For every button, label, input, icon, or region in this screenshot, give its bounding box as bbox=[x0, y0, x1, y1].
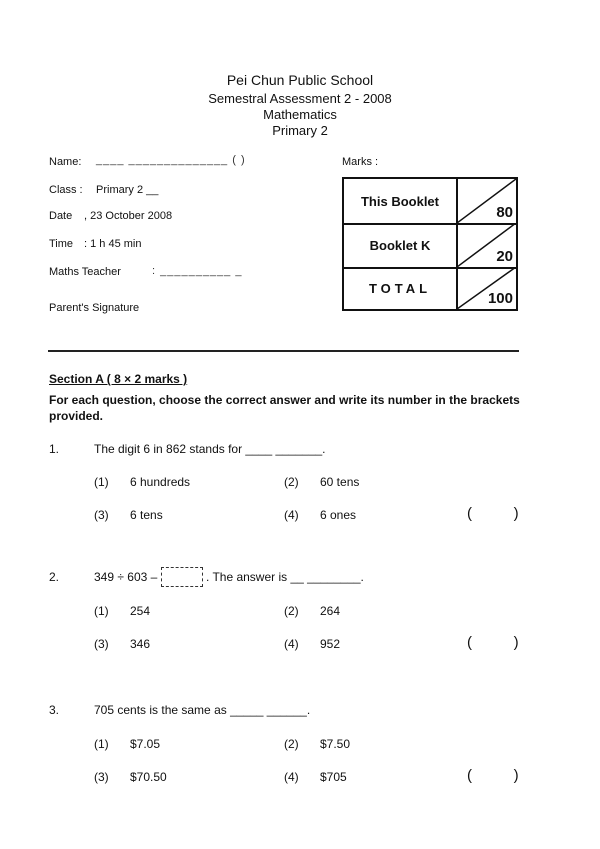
option-number: (2) bbox=[284, 475, 299, 489]
option-number: (4) bbox=[284, 770, 299, 784]
marks-value: 100 bbox=[487, 290, 513, 307]
option-number: (4) bbox=[284, 508, 299, 522]
option-number: (3) bbox=[94, 637, 109, 651]
option-text: 6 ones bbox=[320, 508, 357, 522]
answer-brackets[interactable]: ( ) bbox=[467, 767, 519, 784]
teacher-label: Maths Teacher bbox=[49, 266, 121, 278]
marks-cell bbox=[457, 223, 516, 267]
date-value: , 23 October 2008 bbox=[84, 210, 173, 222]
section-title: Section A ( 8 × 2 marks ) bbox=[49, 372, 188, 386]
date-label: Date bbox=[49, 210, 73, 222]
option-number: (1) bbox=[94, 475, 109, 489]
time-value: : 1 h 45 min bbox=[84, 238, 142, 250]
class-label: Class : bbox=[49, 184, 83, 196]
question-number: 3. bbox=[49, 703, 60, 717]
question-number: 1. bbox=[49, 442, 60, 456]
option-text: 952 bbox=[320, 637, 341, 651]
marks-row-total bbox=[344, 267, 516, 309]
marks-value: 20 bbox=[496, 248, 513, 265]
answer-box bbox=[161, 567, 203, 587]
option-number: (2) bbox=[284, 737, 299, 751]
marks-row-booklet-k bbox=[344, 223, 516, 269]
answer-brackets[interactable]: ( ) bbox=[467, 505, 519, 522]
option-text: 346 bbox=[130, 637, 151, 651]
option-number: (1) bbox=[94, 737, 109, 751]
parent-signature-label: Parent's Signature bbox=[49, 302, 140, 314]
option-text: 6 tens bbox=[130, 508, 163, 522]
question-number: 2. bbox=[49, 570, 60, 584]
marks-row-label: TOTAL bbox=[344, 267, 458, 309]
option-number: (4) bbox=[284, 637, 299, 651]
marks-row-label: This Booklet bbox=[344, 179, 458, 223]
option-number: (3) bbox=[94, 508, 109, 522]
class-value: Primary 2 __ bbox=[96, 184, 159, 196]
marks-row-label: Booklet K bbox=[344, 223, 458, 267]
marks-label: Marks : bbox=[342, 156, 379, 168]
marks-value: 80 bbox=[496, 204, 513, 221]
question-text bbox=[94, 568, 364, 588]
level-title: Primary 2 bbox=[272, 123, 328, 138]
option-text: 264 bbox=[320, 604, 341, 618]
option-text: $705 bbox=[320, 770, 347, 784]
option-number: (2) bbox=[284, 604, 299, 618]
option-text: 60 tens bbox=[320, 475, 360, 489]
option-text: 254 bbox=[130, 604, 151, 618]
question-text-after: . The answer is __ ________. bbox=[206, 570, 364, 585]
question-text: The digit 6 in 862 stands for ____ _______. bbox=[94, 442, 326, 456]
name-label: Name: bbox=[49, 156, 82, 168]
option-text: $7.50 bbox=[320, 737, 351, 751]
subject-title: Mathematics bbox=[263, 107, 337, 122]
question-text-before: 349 ÷ 603 – bbox=[94, 570, 158, 585]
option-text: 6 hundreds bbox=[130, 475, 191, 489]
section-instruction: For each question, choose the correct answer and write its number in the brackets provided. bbox=[49, 393, 520, 423]
name-blank: ____ ______________ ( ) bbox=[96, 154, 246, 166]
option-number: (3) bbox=[94, 770, 109, 784]
answer-brackets[interactable]: ( ) bbox=[467, 634, 519, 651]
marks-row-this-booklet bbox=[344, 179, 516, 225]
teacher-value: : __________ _ bbox=[152, 265, 243, 277]
assessment-title: Semestral Assessment 2 - 2008 bbox=[208, 91, 392, 106]
option-text: $7.05 bbox=[130, 737, 161, 751]
question-text: 705 cents is the same as _____ ______. bbox=[94, 703, 311, 717]
marks-cell bbox=[457, 179, 516, 223]
time-label: Time bbox=[49, 238, 74, 250]
school-name: Pei Chun Public School bbox=[226, 72, 374, 88]
marks-table bbox=[342, 177, 518, 311]
divider-line bbox=[48, 350, 519, 352]
option-number: (1) bbox=[94, 604, 109, 618]
option-text: $70.50 bbox=[130, 770, 167, 784]
marks-cell bbox=[457, 267, 516, 309]
